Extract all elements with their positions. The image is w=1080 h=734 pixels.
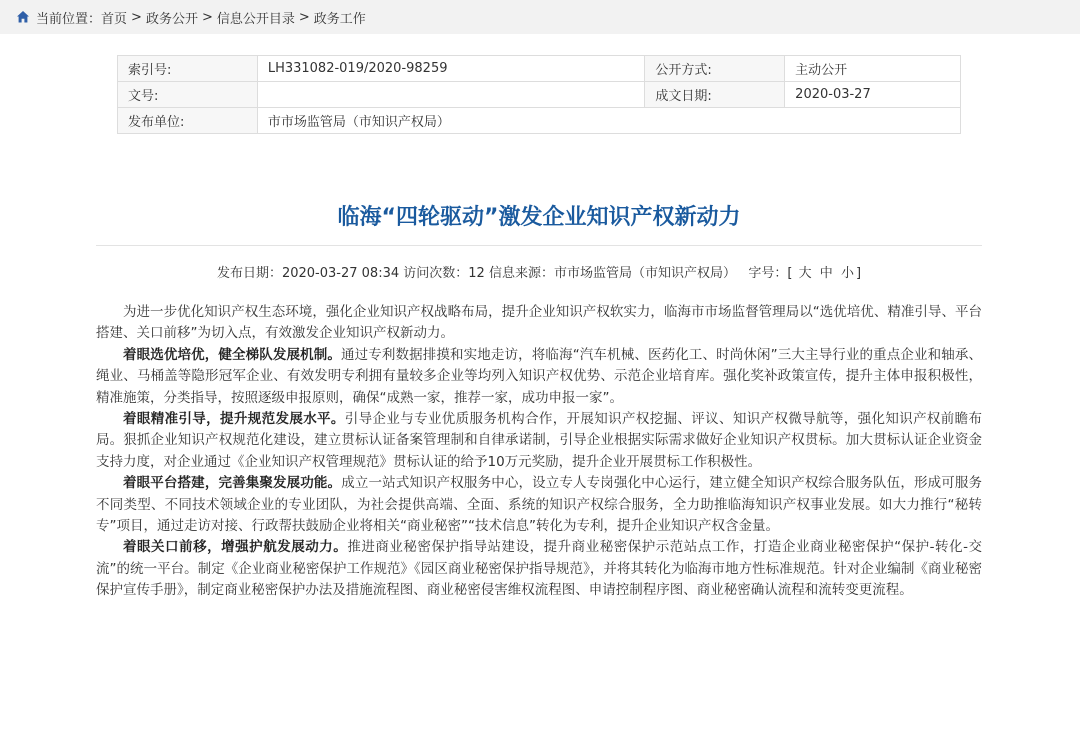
breadcrumb-separator: > (201, 9, 213, 25)
font-size-medium-link[interactable]: 中 (819, 266, 833, 281)
views-label: 访问次数： (403, 266, 469, 281)
paragraph-text: 通过专利数据排摸和实地走访，将临海“汽车机械、医药化工、时尚休闲”三大主导行业的重点企业和轴承、绳业、马桶盖等隐形冠军企业、有效发明专利拥有量较多企业等均列入知识产权优势、示范企业培育库。强化奖补政策宣传，提升主体申报积极性，精准施策，分类指导，按照逐级申报原则，确保“成熟一家，推荐一家，成功申报一家”。 (96, 346, 982, 406)
index-value: LH331082-019/2020-98259 (257, 56, 645, 82)
source-label: 信息来源： (488, 266, 554, 281)
meta-row (118, 56, 961, 82)
paragraph-lead: 着眼选优培优，健全梯队发展机制。 (123, 346, 342, 363)
article-paragraph (96, 473, 982, 537)
doc-no-label: 文号: (118, 82, 258, 108)
paragraph-text: 为进一步优化知识产权生态环境，强化企业知识产权战略布局，提升企业知识产权软实力，临海市市场监督管理局以“选优培优、精准引导、平台搭建、关口前移”为切入点，有效激发企业知识产权新动力。 (96, 304, 982, 342)
paragraph-lead: 着眼平台搭建，完善集聚发展功能。 (123, 475, 342, 492)
paragraph-lead: 着眼关口前移，增强护航发展动力。 (123, 539, 348, 556)
breadcrumb-separator: > (131, 9, 142, 25)
home-icon (16, 10, 30, 24)
title-divider (96, 245, 982, 246)
breadcrumb-gov-work-link[interactable]: 政务工作 (313, 11, 366, 27)
breadcrumb-separator: > (298, 9, 310, 25)
article-title: 临海“四轮驱动”激发企业知识产权新动力 (337, 205, 741, 230)
publish-mode-label: 公开方式: (645, 56, 785, 82)
meta-row (118, 108, 961, 134)
paragraph-text: 成立一站式知识产权服务中心，设立专人专岗强化中心运行，建立健全知识产权综合服务队伍，形成可服务不同类型、不同技术领域企业的专业团队，为社会提供高端、全面、系统的知识产权综合服务，全力助推临海知识产权事业发展。如大力推行“秘转专”项目，通过走访对接、行政帮扶鼓励企业将相关“商业秘密”“技术信息”转化为专利，提升企业知识产权含金量。 (96, 475, 983, 535)
font-size-large-link[interactable]: 大 (798, 266, 812, 281)
index-label: 索引号: (118, 56, 258, 82)
article-paragraph (96, 302, 982, 345)
doc-no-value (257, 82, 645, 108)
font-size-label: 字号： (748, 266, 788, 281)
paragraph-text: 引导企业与专业优质服务机构合作，开展知识产权挖掘、评议、知识产权微导航等，强化知识产权前瞻布局。狠抓企业知识产权规范化建设，建立贯标认证备案管理制和自律承诺制，引导企业根据实际需求做好企业知识产权贯标。加大贯标认证企业资金支持力度，对企业通过《企业知识产权管理规范》贯标认证的给予10万元奖励，提升企业开展贯标工作积极性。 (96, 411, 983, 470)
org-value: 市市场监管局（市知识产权局） (257, 108, 960, 134)
publish-date-label: 发布日期： (216, 266, 282, 281)
document-meta-table (117, 55, 961, 134)
source-value: 市市场监管局（市知识产权局） (553, 266, 736, 281)
publish-date-value: 2020-03-27 08:34 (281, 266, 400, 281)
date-value: 2020-03-27 (785, 82, 961, 108)
breadcrumb-info-catalog-link[interactable]: 信息公开目录 (216, 11, 295, 27)
article-info-line: 发布日期：2020-03-27 08:34 访问次数：12 信息来源：市市场监管局（市知识产权局） 字号：[ 大 中 小 ] (216, 266, 862, 281)
paragraph-lead: 着眼精准引导，提升规范发展水平。 (123, 411, 345, 428)
article-paragraph (96, 409, 982, 473)
views-value: 12 (468, 266, 485, 281)
date-label: 成文日期: (645, 82, 785, 108)
font-size-small-link[interactable]: 小 (840, 266, 854, 281)
article-paragraph (96, 537, 982, 601)
breadcrumb (0, 0, 1080, 34)
paragraph-text: 推进商业秘密保护指导站建设，提升商业秘密保护示范站点工作，打造企业商业秘密保护“保护-转化-交流”的统一平台。制定《企业商业秘密保护工作规范》《园区商业秘密保护指导规范》，并将其转化为临海市地方性标准规范。针对企业编制《商业秘密保护宣传手册》，制定商业秘密保护办法及措施流程图、商业秘密侵害维权流程图、申请控制程序图、商业秘密确认流程和流转变更流程。 (96, 539, 982, 599)
article-body (96, 302, 982, 602)
org-label: 发布单位: (118, 108, 258, 134)
breadcrumb-gov-affairs-link[interactable]: 政务公开 (145, 11, 198, 27)
article-paragraph (96, 345, 982, 409)
breadcrumb-prefix: 当前位置： (36, 11, 102, 27)
breadcrumb-home-link[interactable]: 首页 (101, 11, 128, 27)
meta-row (118, 82, 961, 108)
publish-mode-value: 主动公开 (785, 56, 961, 82)
